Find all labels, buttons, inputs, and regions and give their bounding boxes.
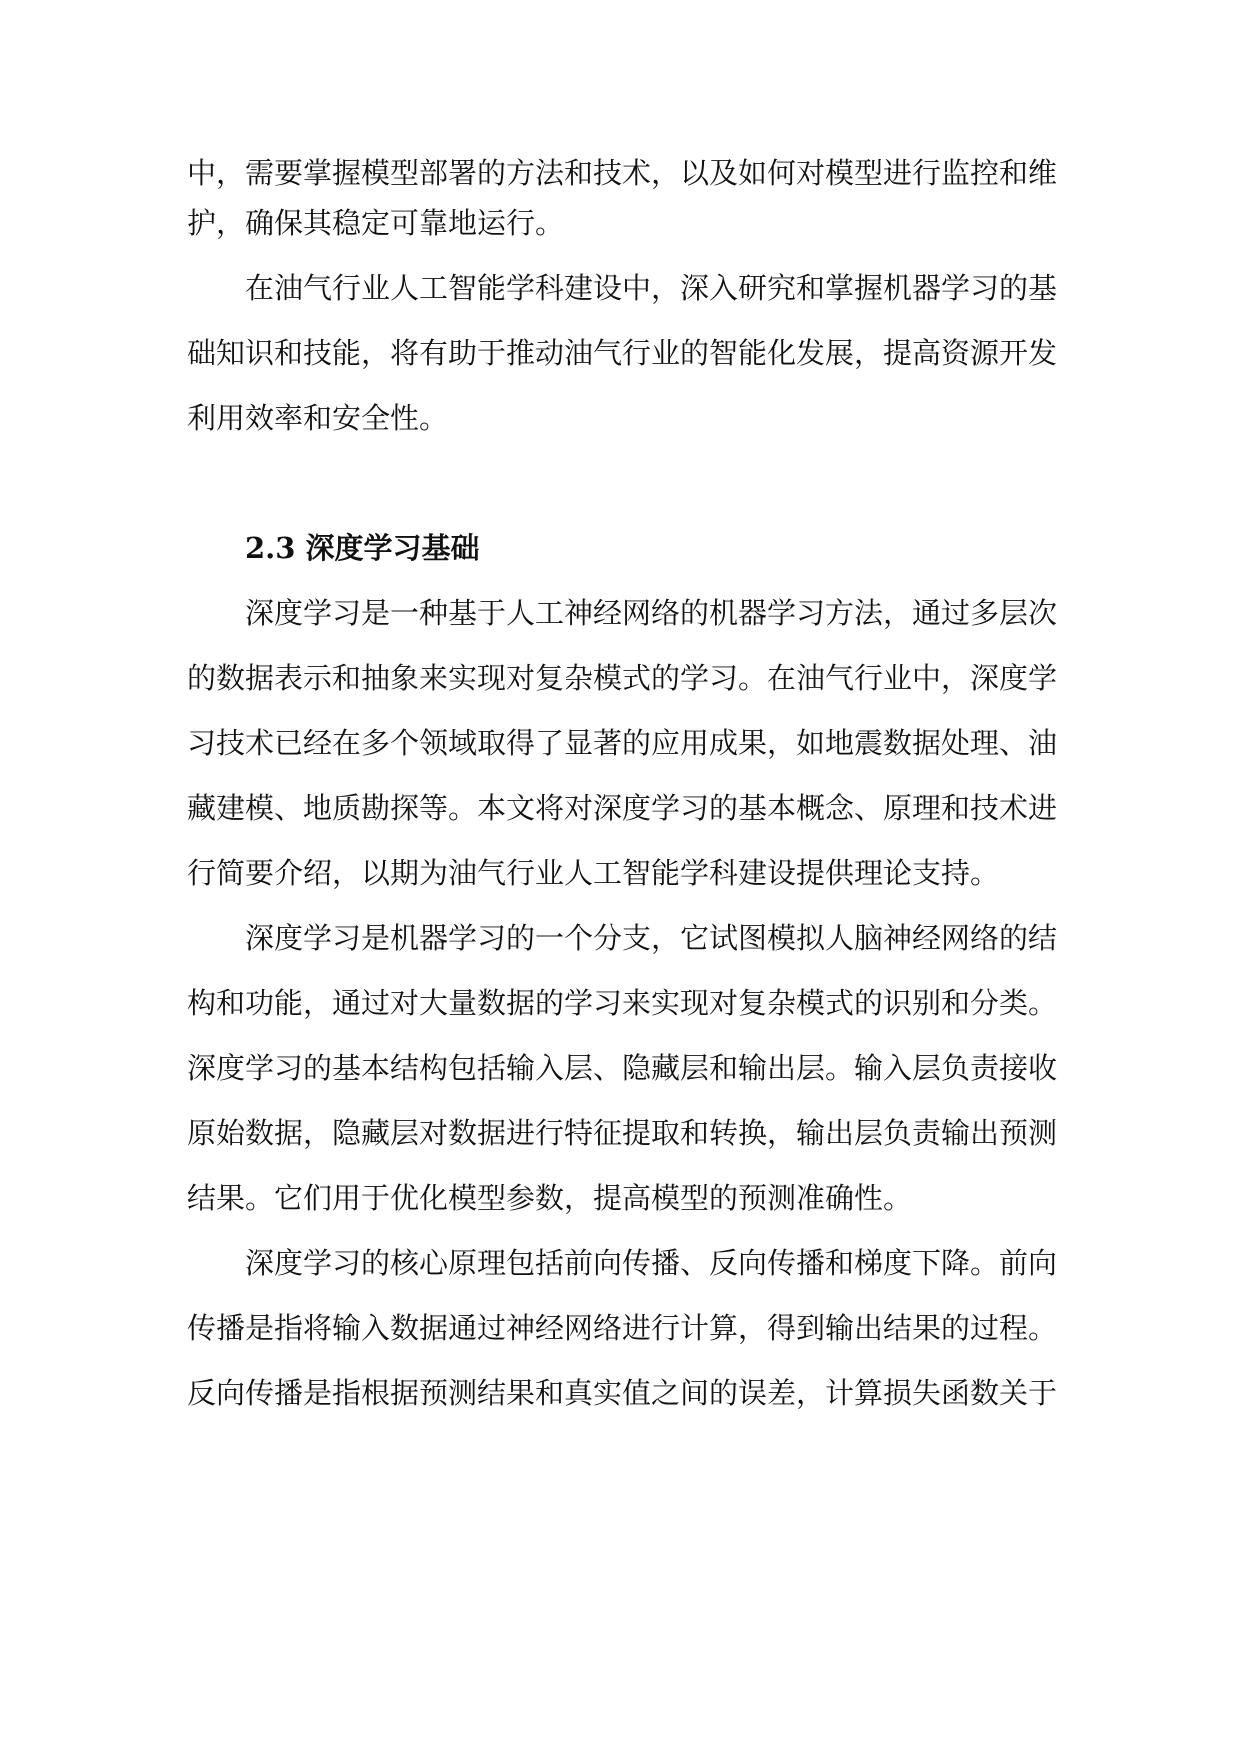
text-line: 原始数据，隐藏层对数据进行特征提取和转换，输出层负责输出预测	[187, 1116, 1058, 1150]
text-line: 反向传播是指根据预测结果和真实值之间的误差，计算损失函数关于	[187, 1376, 1058, 1410]
paragraph-3-line-1	[0, 585, 1241, 641]
paragraph-5-line-3	[0, 1365, 1241, 1421]
paragraph-1-line-1	[0, 145, 1241, 201]
paragraph-4-line-1	[0, 910, 1241, 966]
text-line: 中，需要掌握模型部署的方法和技术，以及如何对模型进行监控和维	[187, 156, 1058, 190]
text-line: 构和功能，通过对大量数据的学习来实现对复杂模式的识别和分类。	[187, 986, 1058, 1020]
text-line: 在油气行业人工智能学科建设中，深入研究和掌握机器学习的基	[245, 271, 1058, 305]
paragraph-5-line-2	[0, 1300, 1241, 1356]
section-heading	[0, 520, 1241, 576]
section-title: 2.3 深度学习基础	[245, 531, 480, 565]
paragraph-1-line-2	[0, 195, 1241, 251]
text-line: 结果。它们用于优化模型参数，提高模型的预测准确性。	[187, 1181, 913, 1215]
text-line: 础知识和技能，将有助于推动油气行业的智能化发展，提高资源开发	[187, 336, 1058, 370]
text-line: 深度学习的核心原理包括前向传播、反向传播和梯度下降。前向	[245, 1246, 1058, 1280]
text-line: 深度学习的基本结构包括输入层、隐藏层和输出层。输入层负责接收	[187, 1051, 1058, 1085]
paragraph-3-line-5	[0, 845, 1241, 901]
text-line: 深度学习是机器学习的一个分支，它试图模拟人脑神经网络的结	[245, 921, 1058, 955]
paragraph-5-line-1	[0, 1235, 1241, 1291]
paragraph-4-line-5	[0, 1170, 1241, 1226]
text-line: 利用效率和安全性。	[187, 401, 449, 435]
paragraph-2-line-1	[0, 260, 1241, 316]
paragraph-3-line-3	[0, 715, 1241, 771]
text-line: 行简要介绍，以期为油气行业人工智能学科建设提供理论支持。	[187, 856, 1000, 890]
paragraph-4-line-2	[0, 975, 1241, 1031]
text-line: 藏建模、地质勘探等。本文将对深度学习的基本概念、原理和技术进	[187, 791, 1058, 825]
text-line: 深度学习是一种基于人工神经网络的机器学习方法，通过多层次	[245, 596, 1058, 630]
paragraph-4-line-4	[0, 1105, 1241, 1161]
paragraph-2-line-3	[0, 390, 1241, 446]
text-line: 传播是指将输入数据通过神经网络进行计算，得到输出结果的过程。	[187, 1311, 1058, 1345]
paragraph-3-line-2	[0, 650, 1241, 706]
text-line: 习技术已经在多个领域取得了显著的应用成果，如地震数据处理、油	[187, 726, 1058, 760]
text-line: 的数据表示和抽象来实现对复杂模式的学习。在油气行业中，深度学	[187, 661, 1058, 695]
paragraph-3-line-4	[0, 780, 1241, 836]
text-line: 护，确保其稳定可靠地运行。	[187, 206, 565, 240]
paragraph-2-line-2	[0, 325, 1241, 381]
paragraph-4-line-3	[0, 1040, 1241, 1096]
